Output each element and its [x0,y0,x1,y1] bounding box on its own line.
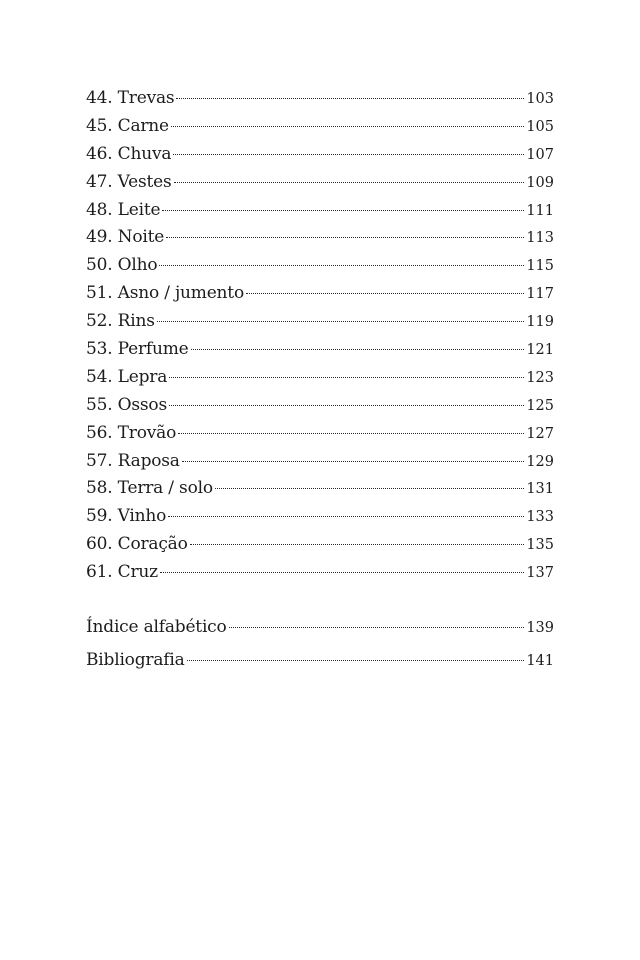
toc-entry-title: 55. Ossos [86,394,167,415]
toc-entry-title: 57. Raposa [86,450,180,471]
dot-leader [229,627,525,628]
dot-leader [162,210,524,211]
toc-entry [86,364,554,392]
toc-entry-page-number: 119 [526,314,554,331]
toc-entry-title: 53. Perfume [86,339,189,360]
toc-entry-title: 61. Cruz [86,562,158,583]
toc-entry-page-number: 135 [526,537,554,554]
toc-entry [86,85,554,113]
toc-entry [86,644,554,677]
toc-entry-page-number: 115 [526,258,554,275]
dot-leader [187,660,525,661]
toc-entry [86,503,554,531]
dot-leader [173,154,524,155]
toc-entry-page-number: 137 [526,565,554,582]
toc-entry-page-number: 141 [526,653,554,669]
toc-entry-title: 47. Vestes [86,171,172,192]
toc-entry [86,475,554,503]
dot-leader [160,572,524,573]
toc-entry-title: 48. Leite [86,199,161,220]
toc-entry-page-number: 129 [526,453,554,470]
dot-leader [166,237,524,238]
toc-entry [86,448,554,476]
dot-leader [191,349,525,350]
toc-entry-title: 60. Coração [86,534,188,555]
dot-leader [169,377,524,378]
toc-entry [86,224,554,252]
toc-entry [86,308,554,336]
toc-entry-page-number: 133 [526,509,554,526]
toc-entry-title: 59. Vinho [86,506,167,527]
toc-entry-title: 56. Trovão [86,422,177,443]
toc-entry-page-number: 131 [526,481,554,498]
dot-leader [190,544,525,545]
appendix-list [86,611,554,677]
toc-entry-page-number: 109 [526,174,554,191]
dot-leader [174,182,525,183]
toc-entry [86,113,554,141]
dot-leader [178,433,524,434]
dot-leader [169,405,524,406]
toc-entry-title: 44. Trevas [86,88,175,108]
toc-entry-page-number: 139 [526,620,554,636]
toc-entry [86,169,554,197]
toc-entry-page-number: 113 [526,230,554,247]
toc-entry-title: Bibliografia [86,650,185,670]
dot-leader [215,488,524,489]
toc-entry-title: 45. Carne [86,115,169,136]
toc-entry [86,141,554,169]
toc-entry-title: 50. Olho [86,255,158,276]
toc-entry [86,559,554,587]
toc-entry-page-number: 121 [526,342,554,359]
toc-entry-page-number: 125 [526,397,554,414]
toc-entry [86,252,554,280]
toc-entry-page-number: 103 [526,91,554,107]
table-of-contents [86,85,554,587]
dot-leader [168,516,524,517]
toc-entry-page-number: 107 [526,146,554,163]
toc-entry [86,392,554,420]
dot-leader [246,293,524,294]
toc-entry-title: 51. Asno / jumento [86,283,244,304]
toc-entry-title: 52. Rins [86,311,155,332]
toc-entry-page-number: 123 [526,369,554,386]
toc-entry-page-number: 111 [526,202,554,219]
toc-entry-page-number: 105 [526,118,554,135]
dot-leader [176,98,524,99]
toc-entry-page-number: 117 [526,286,554,303]
dot-leader [157,321,525,322]
dot-leader [182,461,525,462]
toc-entry [86,420,554,448]
dot-leader [159,265,524,266]
toc-entry [86,611,554,644]
dot-leader [171,126,524,127]
toc-entry-title: 58. Terra / solo [86,478,213,499]
toc-entry-page-number: 127 [526,425,554,442]
toc-entry [86,336,554,364]
toc-entry [86,197,554,225]
toc-entry-title: 46. Chuva [86,143,172,164]
toc-entry [86,531,554,559]
toc-entry-title: Índice alfabético [86,617,227,637]
toc-entry-title: 54. Lepra [86,366,168,387]
toc-entry-title: 49. Noite [86,227,165,248]
toc-entry [86,280,554,308]
